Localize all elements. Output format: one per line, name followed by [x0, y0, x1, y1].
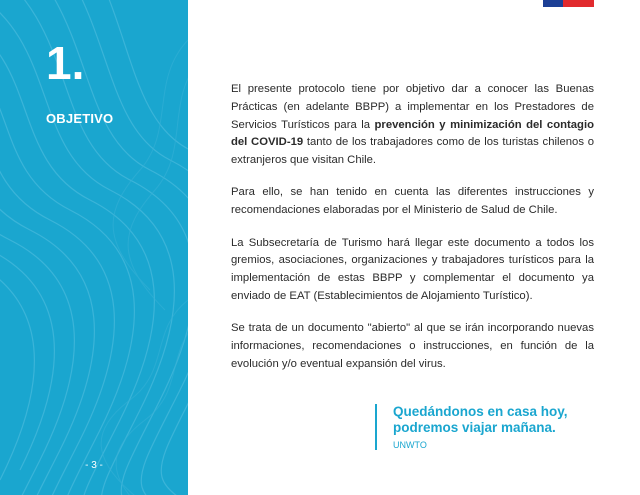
body-text — [231, 81, 594, 388]
contour-pattern-decoration — [0, 0, 188, 495]
paragraph-objective — [231, 81, 594, 170]
paragraph-open-document: Se trata de un documento "abierto" al que se irán incorporando nuevas informaciones, recomendaciones o instrucciones, en función de la evolución y/o eventual expansión del virus. — [231, 322, 594, 370]
paragraph-objective-emphasis: prevención y minimización del contagio del COVID-19 — [231, 118, 594, 149]
quote-text: Quedándonos en casa hoy, podremos viajar mañana. — [393, 404, 568, 435]
flag-blue-segment — [543, 0, 563, 7]
section-title: OBJETIVO — [46, 111, 114, 126]
paragraph-sources: Para ello, se han tenido en cuenta las diferentes instrucciones y recomendaciones elaboradas por el Ministerio de Salud de Chile. — [231, 186, 594, 217]
pull-quote — [375, 404, 593, 450]
paragraph-distribution: La Subsecretaría de Turismo hará llegar este documento a todos los gremios, asociaciones, organizaciones y trabajadores turísticos para la implementación de estas BBPP y complementar el documento ya enviado de EAT (Establecimientos de Alojamiento Turístico). — [231, 236, 594, 302]
paragraph-objective-start: El presente protocolo tiene por objetivo dar a conocer las Buenas Prácticas (en adelante BBPP) a implementar en los Prestadores de Servicios Turísticos para la — [231, 83, 594, 131]
quote-source: UNWTO — [393, 440, 427, 450]
section-number: 1. — [46, 37, 85, 89]
flag-red-segment — [563, 0, 594, 7]
chile-flag-stripe — [543, 0, 594, 7]
paragraph-objective-end: tanto de los trabajadores como de los turistas chilenos o extranjeros que visitan Chile. — [231, 136, 594, 167]
sidebar-panel — [0, 0, 188, 495]
page-number: - 3 - — [85, 460, 103, 471]
